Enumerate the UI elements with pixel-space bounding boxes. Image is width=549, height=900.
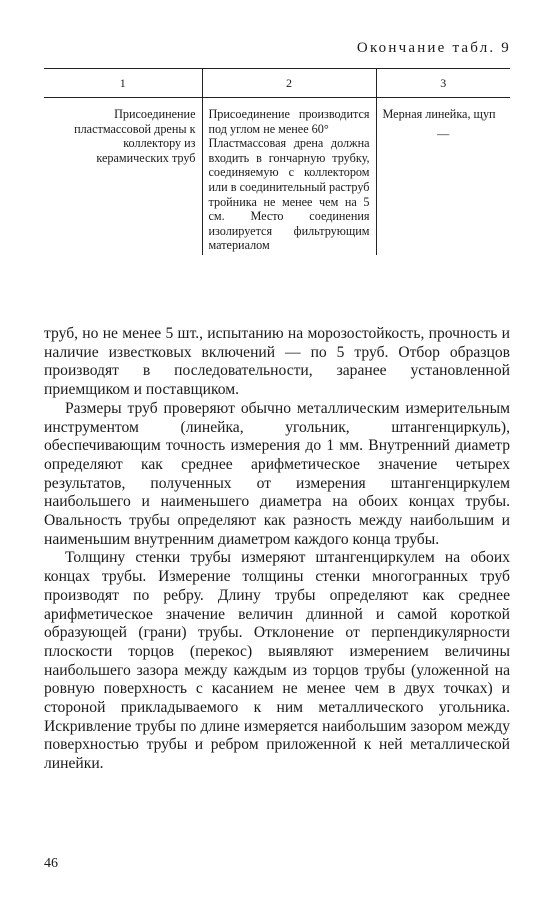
- column-header-1: 1: [44, 69, 202, 98]
- paragraph: труб, но не менее 5 шт., испытанию на морозостойкость, прочность и наличие известковых включений — по 5 труб. Отбор образцов производят в последовательности, заранее установленной приемщиком и поставщиком.: [44, 325, 510, 399]
- table-header-row: [44, 69, 510, 98]
- table-cell-operation: [44, 98, 202, 255]
- page-number: 46: [44, 856, 58, 871]
- paragraph: Толщину стенки трубы измеряют штангенциркулем на обоих концах трубы. Измерение толщины стенки многогранных труб производят по ребру. Длину трубы определяют как среднее арифметическое значение величин длинной и самой короткой образующей (грани) трубы. Отклонение от перпендикулярности плоскости торцов (перекос) выявляют измерением величины наибольшего зазора между каждым из торцов трубы (уложенной на ровную поверхность с касанием не менее чем в двух точках) и стороной прикладываемого к ним металлического угольника. Искривление трубы по длине измеряется наибольшим зазором между поверхностью трубы и ребром приложенной к ней металлической линейки.: [44, 549, 510, 773]
- tool-dash: —: [437, 126, 450, 141]
- table-row: [44, 98, 510, 255]
- table-caption: Окончание табл. 9: [356, 40, 511, 56]
- column-header-3: 3: [376, 69, 510, 98]
- requirement-text: Присоединение производится под углом не менее 60°: [208, 107, 370, 136]
- continuation-table: [44, 68, 510, 255]
- table-cell-tools: [376, 98, 510, 255]
- body-text: [44, 325, 510, 774]
- tool-text: Мерная линейка, щуп: [382, 107, 496, 121]
- paragraph: Размеры труб проверяют обычно металлическим измерительным инструментом (линейка, угольник, штангенциркуль), обеспечивающим точность измерения до 1 мм. Внутренний диаметр определяют как среднее арифметическое значение четырех результатов, полученных от измерения штангенциркулем наибольшего и наименьшего диаметра на обоих концах трубы. Овальность трубы определяют как разность между наибольшим и наименьшим внутренним диаметром каждого конца трубы.: [44, 399, 510, 548]
- table-cell-requirements: [202, 98, 376, 255]
- column-header-2: 2: [202, 69, 376, 98]
- operation-text: Присоединение пластмассовой дрены к коллектору из керамических труб: [74, 107, 196, 165]
- requirement-text: Пластмассовая дрена должна входить в гончарную трубку, соединяемую с коллектором или в соединительный раструб тройника не менее чем на 5 см. Место соединения изолируется фильтрующим материалом: [208, 136, 370, 253]
